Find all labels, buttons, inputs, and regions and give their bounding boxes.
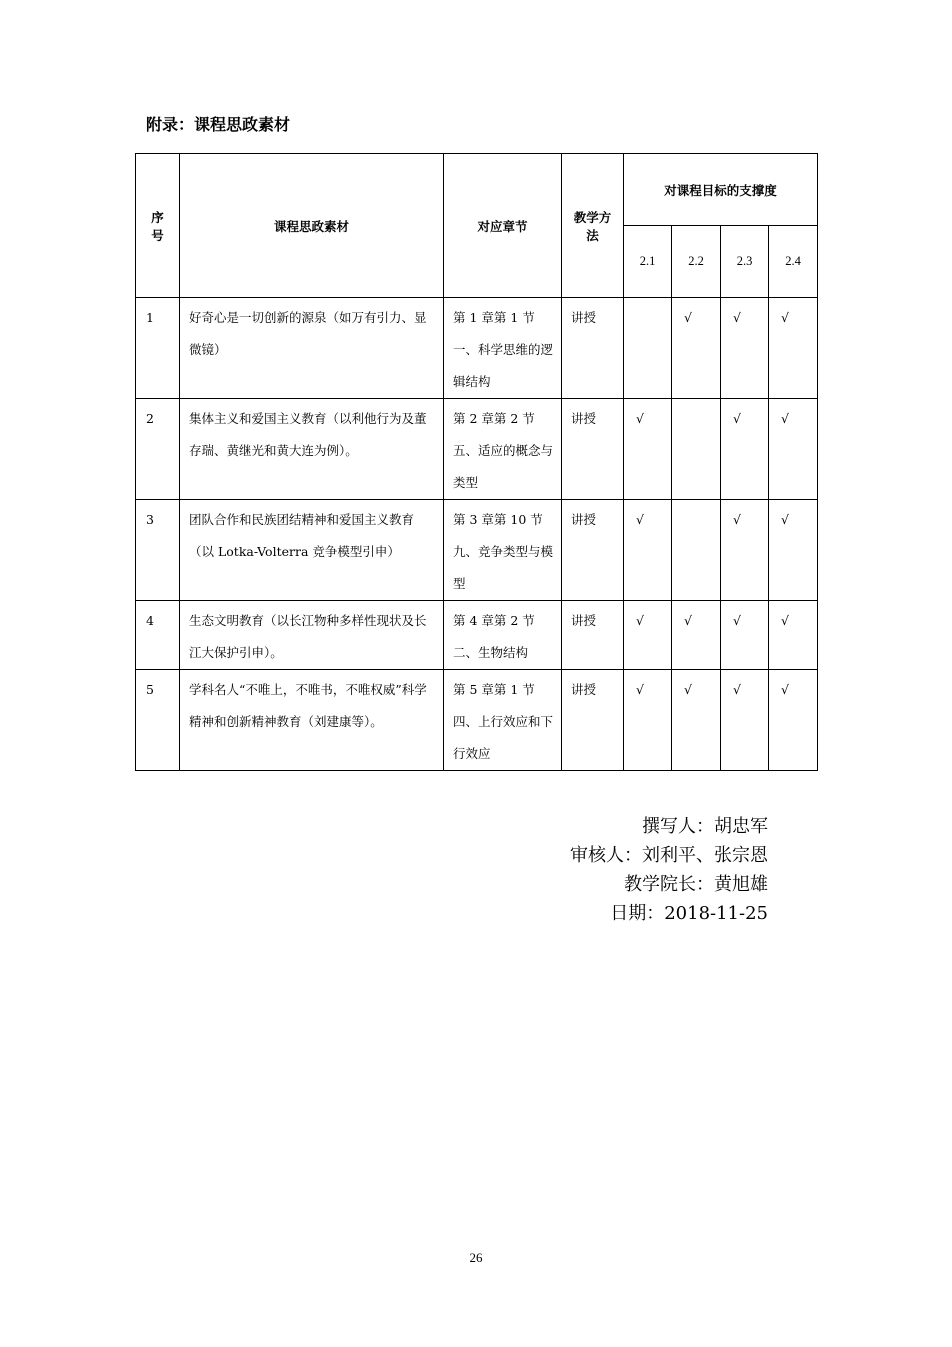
- row-method: 讲授: [562, 399, 624, 500]
- row-chapter: 第 1 章第 1 节一、科学思维的逻辑结构: [444, 298, 562, 399]
- row-check-2-4: √: [769, 670, 818, 771]
- header-goal-2-4: 2.4: [769, 226, 818, 298]
- table-header-row: [136, 154, 818, 226]
- row-method: 讲授: [562, 670, 624, 771]
- table-row: [136, 399, 818, 500]
- header-goal-2-2: 2.2: [672, 226, 721, 298]
- row-check-2-2: √: [672, 670, 721, 771]
- row-check-2-1: √: [624, 670, 672, 771]
- row-check-2-3: √: [721, 601, 769, 670]
- header-chapter: 对应章节: [444, 154, 562, 298]
- row-check-2-2: [672, 500, 721, 601]
- row-seq: 5: [136, 670, 180, 771]
- header-goal-2-3: 2.3: [721, 226, 769, 298]
- row-seq: 2: [136, 399, 180, 500]
- row-check-2-1: √: [624, 500, 672, 601]
- header-material: 课程思政素材: [180, 154, 444, 298]
- row-chapter: 第 2 章第 2 节五、适应的概念与类型: [444, 399, 562, 500]
- row-check-2-3: √: [721, 298, 769, 399]
- row-check-2-1: [624, 298, 672, 399]
- row-check-2-4: √: [769, 399, 818, 500]
- row-seq: 4: [136, 601, 180, 670]
- row-check-2-3: √: [721, 399, 769, 500]
- signature-date: 日期：2018-11-25: [610, 903, 768, 924]
- row-material: 好奇心是一切创新的源泉（如万有引力、显微镜）: [180, 298, 444, 399]
- row-seq: 1: [136, 298, 180, 399]
- row-check-2-3: √: [721, 500, 769, 601]
- signature-dean: 教学院长：黄旭雄: [624, 874, 768, 895]
- header-support: 对课程目标的支撑度: [624, 154, 818, 226]
- ideology-material-table: [135, 153, 818, 771]
- row-chapter: 第 4 章第 2 节二、生物结构: [444, 601, 562, 670]
- signature-writer: 撰写人：胡忠军: [642, 816, 768, 837]
- row-material: 生态文明教育（以长江物种多样性现状及长江大保护引申）。: [180, 601, 444, 670]
- header-method: 教学方法: [562, 154, 624, 298]
- row-material: 学科名人“不唯上，不唯书，不唯权威”科学精神和创新精神教育（刘建康等）。: [180, 670, 444, 771]
- row-check-2-3: √: [721, 670, 769, 771]
- row-chapter: 第 5 章第 1 节四、上行效应和下行效应: [444, 670, 562, 771]
- header-goal-2-1: 2.1: [624, 226, 672, 298]
- row-check-2-1: √: [624, 399, 672, 500]
- row-material: 团队合作和民族团结精神和爱国主义教育（以 Lotka-Volterra 竞争模型引申）: [180, 500, 444, 601]
- row-check-2-4: √: [769, 500, 818, 601]
- row-material: 集体主义和爱国主义教育（以利他行为及董存瑞、黄继光和黄大连为例）。: [180, 399, 444, 500]
- row-method: 讲授: [562, 298, 624, 399]
- row-method: 讲授: [562, 500, 624, 601]
- signature-reviewer: 审核人：刘利平、张宗恩: [570, 845, 768, 866]
- row-chapter: 第 3 章第 10 节九、竞争类型与模型: [444, 500, 562, 601]
- table-row: [136, 500, 818, 601]
- table-row: [136, 601, 818, 670]
- table-row: [136, 670, 818, 771]
- row-seq: 3: [136, 500, 180, 601]
- row-check-2-2: [672, 399, 721, 500]
- header-seq: 序号: [136, 154, 180, 298]
- row-check-2-2: √: [672, 298, 721, 399]
- row-check-2-4: √: [769, 601, 818, 670]
- appendix-title: 附录：课程思政素材: [146, 115, 291, 134]
- row-check-2-1: √: [624, 601, 672, 670]
- page-number: 26: [469, 1250, 483, 1265]
- row-method: 讲授: [562, 601, 624, 670]
- table-row: [136, 298, 818, 399]
- row-check-2-4: √: [769, 298, 818, 399]
- row-check-2-2: √: [672, 601, 721, 670]
